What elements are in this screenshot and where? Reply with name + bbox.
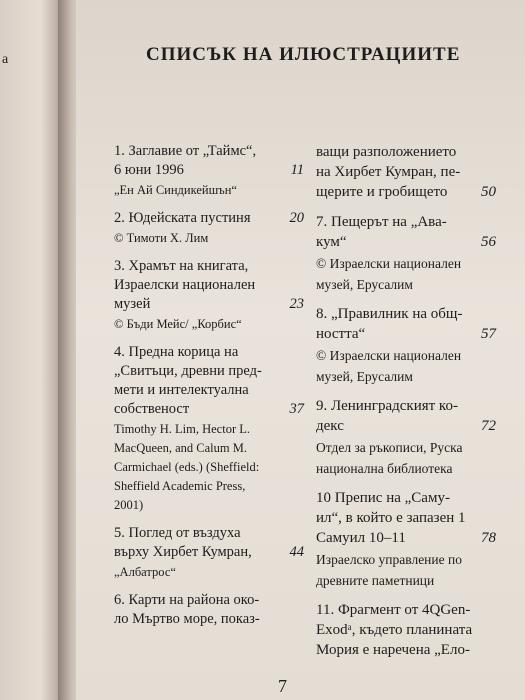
illustration-entry — [316, 304, 496, 386]
entry-title-line: 6 юни 1996 11 — [114, 162, 304, 178]
illustration-entry — [316, 142, 496, 202]
entry-title-line: декс 72 — [316, 418, 496, 434]
entry-title-line: 1. Заглавие от „Таймс“, — [114, 143, 257, 159]
entry-title-line: ло Мъртво море, показ- — [114, 611, 260, 627]
entry-credit: Sheffield Academic Press, — [114, 479, 246, 493]
illustration-entry — [114, 142, 304, 199]
illustration-entry — [114, 343, 304, 514]
entry-credit: Израелско управление по — [316, 552, 462, 567]
entry-title-line: върху Хирбет Кумран, 44 — [114, 544, 304, 560]
entry-title-line: 9. Ленинградският ко- — [316, 398, 458, 414]
entry-credit: © Израелски национален — [316, 348, 462, 363]
illustration-entry — [316, 396, 496, 478]
entry-credit: 2001) — [114, 498, 144, 512]
entry-credit: © Тимоти Х. Лим — [114, 231, 209, 245]
entry-page-number: 78 — [481, 530, 496, 546]
page-heading: СПИСЪК НА ИЛЮСТРАЦИИТЕ — [146, 44, 461, 65]
entry-title-line: 10 Препис на „Саму- — [316, 490, 450, 506]
entry-title-line: „Свитъци, древни пред- — [114, 363, 262, 379]
entry-page-number: 44 — [289, 544, 304, 560]
entry-title-line: 11. Фрагмент от 4QGen- — [316, 602, 471, 618]
entry-credit: © Израелски национален — [316, 256, 462, 271]
entry-credit: древните паметници — [316, 573, 435, 588]
entry-title-line: ващи разположението — [316, 144, 457, 160]
entry-page-number: 11 — [290, 162, 304, 178]
entry-credit: музей, Ерусалим — [316, 369, 413, 384]
entry-title-line: ността“ 57 — [316, 326, 496, 342]
entry-page-number: 56 — [481, 234, 496, 250]
entry-page-number: 23 — [289, 296, 304, 312]
entry-page-number: 37 — [289, 401, 304, 417]
entry-title-line: Самуил 10–11 78 — [316, 530, 496, 546]
entry-page-number: 57 — [481, 326, 496, 342]
entry-page-number: 50 — [481, 184, 496, 200]
entry-page-number: 72 — [481, 418, 496, 434]
entry-title-line: 2. Юдейската пустиня 20 — [114, 210, 304, 226]
illustration-entry — [316, 488, 496, 590]
entry-credit: © Бъди Мейс/ „Корбис“ — [114, 317, 242, 331]
entry-page-number: 20 — [289, 210, 304, 226]
entry-credit: Отдел за ръкописи, Руска — [316, 440, 463, 455]
entry-credit: „Ен Ай Синдикейшън“ — [114, 183, 237, 197]
entry-credit: MacQueen, and Calum M. — [114, 441, 247, 455]
book-page — [76, 0, 525, 700]
entry-title-line: мети и интелектуална — [114, 382, 249, 398]
entry-title-line: 8. „Правилник на общ- — [316, 306, 463, 322]
entry-title-line: ил“, в който е запазен 1 — [316, 510, 466, 526]
entry-title-line: собственост 37 — [114, 401, 304, 417]
entry-title-line: кум“ 56 — [316, 234, 496, 250]
illustration-entry — [114, 209, 304, 247]
entry-title-line: 7. Пещерът на „Ава- — [316, 214, 447, 230]
entry-title-line: Exodᵃ, където планината — [316, 622, 473, 638]
illustration-entry — [114, 591, 304, 629]
entry-credit: Timothy H. Lim, Hector L. — [114, 422, 250, 436]
entry-credit: „Албатрос“ — [114, 565, 176, 579]
right-column — [316, 142, 496, 670]
entry-title-line: щерите и гробището 50 — [316, 184, 496, 200]
previous-page-text-fragment: а — [2, 52, 9, 67]
entry-title-line: на Хирбет Кумран, пе- — [316, 164, 461, 180]
illustration-entry — [114, 524, 304, 581]
entry-title-line: Мория е наречена „Ело- — [316, 642, 470, 658]
entry-title-line: 6. Карти на района око- — [114, 592, 260, 608]
left-column — [114, 142, 304, 639]
entry-credit: Carmichael (eds.) (Sheffield: — [114, 460, 260, 474]
page-number: 7 — [278, 676, 287, 696]
entry-credit: национална библиотека — [316, 461, 453, 476]
previous-page — [0, 0, 58, 700]
entry-title-line: 4. Предна корица на — [114, 344, 239, 360]
entry-title-line: Израелски национален — [114, 277, 256, 293]
entry-title-line: 5. Поглед от въздуха — [114, 525, 241, 541]
entry-title-line: музей 23 — [114, 296, 304, 312]
illustration-entry — [114, 257, 304, 333]
illustration-entry — [316, 212, 496, 294]
entry-title-line: 3. Храмът на книгата, — [114, 258, 249, 274]
illustration-entry — [316, 600, 496, 660]
entry-credit: музей, Ерусалим — [316, 277, 413, 292]
